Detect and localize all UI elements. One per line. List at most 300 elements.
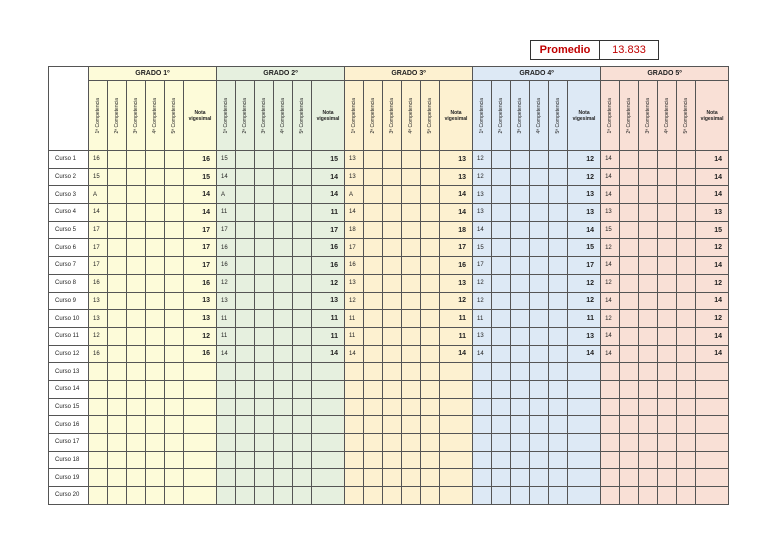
competencia-cell[interactable]: 11 [217, 204, 236, 222]
nota-cell[interactable] [184, 451, 217, 469]
competencia-cell[interactable] [364, 451, 383, 469]
competencia-cell[interactable] [511, 380, 530, 398]
competencia-cell[interactable] [127, 310, 146, 328]
competencia-cell[interactable] [165, 327, 184, 345]
competencia-cell[interactable] [274, 398, 293, 416]
nota-cell[interactable]: 12 [184, 327, 217, 345]
competencia-cell[interactable] [620, 292, 639, 310]
competencia-cell[interactable] [217, 434, 236, 452]
nota-cell[interactable]: 14 [184, 204, 217, 222]
competencia-cell[interactable] [492, 204, 511, 222]
competencia-cell[interactable] [601, 398, 620, 416]
competencia-cell[interactable] [511, 469, 530, 487]
competencia-cell[interactable] [549, 434, 568, 452]
competencia-cell[interactable] [620, 398, 639, 416]
nota-cell[interactable] [696, 416, 729, 434]
nota-cell[interactable]: 12 [568, 274, 601, 292]
competencia-cell[interactable] [511, 274, 530, 292]
competencia-cell[interactable] [127, 345, 146, 363]
competencia-cell[interactable] [293, 168, 312, 186]
nota-cell[interactable] [312, 487, 345, 505]
competencia-cell[interactable] [255, 416, 274, 434]
competencia-cell[interactable] [402, 310, 421, 328]
competencia-cell[interactable] [620, 239, 639, 257]
competencia-cell[interactable] [421, 257, 440, 275]
competencia-cell[interactable] [620, 434, 639, 452]
competencia-cell[interactable] [146, 168, 165, 186]
competencia-cell[interactable] [620, 416, 639, 434]
competencia-cell[interactable] [255, 327, 274, 345]
competencia-cell[interactable]: 14 [89, 204, 108, 222]
competencia-cell[interactable] [236, 327, 255, 345]
competencia-cell[interactable] [421, 487, 440, 505]
competencia-cell[interactable] [530, 398, 549, 416]
nota-cell[interactable]: 16 [184, 274, 217, 292]
competencia-cell[interactable] [658, 487, 677, 505]
nota-cell[interactable]: 14 [696, 151, 729, 169]
nota-cell[interactable] [184, 487, 217, 505]
competencia-cell[interactable] [421, 363, 440, 381]
competencia-cell[interactable] [530, 380, 549, 398]
competencia-cell[interactable]: 12 [601, 274, 620, 292]
competencia-cell[interactable] [165, 363, 184, 381]
nota-cell[interactable] [568, 451, 601, 469]
nota-cell[interactable]: 13 [440, 168, 473, 186]
competencia-cell[interactable] [620, 274, 639, 292]
competencia-cell[interactable] [421, 327, 440, 345]
nota-cell[interactable]: 12 [312, 274, 345, 292]
competencia-cell[interactable] [108, 380, 127, 398]
nota-cell[interactable]: 17 [312, 221, 345, 239]
competencia-cell[interactable] [127, 186, 146, 204]
competencia-cell[interactable] [658, 469, 677, 487]
competencia-cell[interactable] [274, 487, 293, 505]
competencia-cell[interactable] [274, 292, 293, 310]
competencia-cell[interactable] [549, 204, 568, 222]
competencia-cell[interactable] [255, 434, 274, 452]
nota-cell[interactable]: 18 [440, 221, 473, 239]
competencia-cell[interactable] [364, 380, 383, 398]
competencia-cell[interactable] [165, 186, 184, 204]
competencia-cell[interactable]: 13 [345, 151, 364, 169]
competencia-cell[interactable] [293, 310, 312, 328]
competencia-cell[interactable] [492, 186, 511, 204]
competencia-cell[interactable] [108, 487, 127, 505]
competencia-cell[interactable] [108, 274, 127, 292]
competencia-cell[interactable] [473, 451, 492, 469]
nota-cell[interactable]: 16 [312, 239, 345, 257]
competencia-cell[interactable] [383, 204, 402, 222]
nota-cell[interactable]: 13 [568, 327, 601, 345]
competencia-cell[interactable] [345, 416, 364, 434]
nota-cell[interactable]: 14 [440, 204, 473, 222]
nota-cell[interactable]: 14 [184, 186, 217, 204]
competencia-cell[interactable] [364, 363, 383, 381]
competencia-cell[interactable] [274, 327, 293, 345]
competencia-cell[interactable] [127, 257, 146, 275]
nota-cell[interactable]: 14 [696, 186, 729, 204]
competencia-cell[interactable] [511, 363, 530, 381]
competencia-cell[interactable] [364, 274, 383, 292]
competencia-cell[interactable] [383, 363, 402, 381]
competencia-cell[interactable]: 11 [473, 310, 492, 328]
competencia-cell[interactable] [677, 451, 696, 469]
competencia-cell[interactable] [274, 434, 293, 452]
competencia-cell[interactable] [511, 327, 530, 345]
competencia-cell[interactable] [620, 168, 639, 186]
competencia-cell[interactable] [620, 451, 639, 469]
competencia-cell[interactable]: 11 [345, 310, 364, 328]
nota-cell[interactable] [184, 469, 217, 487]
competencia-cell[interactable] [639, 186, 658, 204]
competencia-cell[interactable] [620, 345, 639, 363]
competencia-cell[interactable] [530, 345, 549, 363]
competencia-cell[interactable] [274, 239, 293, 257]
competencia-cell[interactable] [511, 398, 530, 416]
competencia-cell[interactable] [402, 487, 421, 505]
competencia-cell[interactable] [236, 416, 255, 434]
competencia-cell[interactable] [658, 416, 677, 434]
competencia-cell[interactable] [402, 257, 421, 275]
competencia-cell[interactable] [639, 487, 658, 505]
competencia-cell[interactable] [293, 345, 312, 363]
competencia-cell[interactable] [383, 168, 402, 186]
competencia-cell[interactable] [402, 434, 421, 452]
competencia-cell[interactable] [492, 416, 511, 434]
competencia-cell[interactable]: 16 [89, 151, 108, 169]
competencia-cell[interactable] [639, 204, 658, 222]
competencia-cell[interactable] [217, 416, 236, 434]
competencia-cell[interactable] [677, 487, 696, 505]
competencia-cell[interactable] [165, 204, 184, 222]
competencia-cell[interactable] [364, 398, 383, 416]
competencia-cell[interactable] [127, 168, 146, 186]
competencia-cell[interactable] [89, 398, 108, 416]
nota-cell[interactable]: 14 [696, 257, 729, 275]
competencia-cell[interactable] [383, 327, 402, 345]
competencia-cell[interactable] [511, 221, 530, 239]
competencia-cell[interactable] [658, 204, 677, 222]
competencia-cell[interactable] [165, 469, 184, 487]
competencia-cell[interactable] [364, 151, 383, 169]
competencia-cell[interactable] [620, 151, 639, 169]
competencia-cell[interactable] [364, 204, 383, 222]
competencia-cell[interactable] [620, 327, 639, 345]
competencia-cell[interactable] [549, 345, 568, 363]
competencia-cell[interactable] [421, 274, 440, 292]
competencia-cell[interactable] [146, 487, 165, 505]
competencia-cell[interactable] [677, 327, 696, 345]
competencia-cell[interactable] [383, 398, 402, 416]
nota-cell[interactable] [440, 398, 473, 416]
competencia-cell[interactable] [473, 487, 492, 505]
competencia-cell[interactable]: 15 [89, 168, 108, 186]
competencia-cell[interactable] [364, 345, 383, 363]
competencia-cell[interactable] [549, 274, 568, 292]
competencia-cell[interactable] [549, 363, 568, 381]
competencia-cell[interactable]: 17 [89, 221, 108, 239]
competencia-cell[interactable] [165, 310, 184, 328]
competencia-cell[interactable]: 16 [89, 345, 108, 363]
competencia-cell[interactable] [530, 487, 549, 505]
competencia-cell[interactable] [364, 416, 383, 434]
competencia-cell[interactable] [492, 487, 511, 505]
competencia-cell[interactable]: 13 [345, 168, 364, 186]
competencia-cell[interactable] [236, 292, 255, 310]
competencia-cell[interactable] [274, 451, 293, 469]
nota-cell[interactable]: 12 [696, 310, 729, 328]
competencia-cell[interactable] [402, 327, 421, 345]
competencia-cell[interactable] [549, 451, 568, 469]
competencia-cell[interactable] [620, 221, 639, 239]
competencia-cell[interactable]: 14 [473, 221, 492, 239]
competencia-cell[interactable] [677, 398, 696, 416]
competencia-cell[interactable]: 11 [217, 327, 236, 345]
competencia-cell[interactable]: 17 [217, 221, 236, 239]
competencia-cell[interactable] [236, 204, 255, 222]
competencia-cell[interactable] [511, 204, 530, 222]
nota-cell[interactable] [568, 434, 601, 452]
competencia-cell[interactable] [146, 186, 165, 204]
competencia-cell[interactable] [511, 487, 530, 505]
competencia-cell[interactable] [236, 310, 255, 328]
competencia-cell[interactable] [677, 363, 696, 381]
competencia-cell[interactable] [108, 451, 127, 469]
competencia-cell[interactable] [620, 469, 639, 487]
competencia-cell[interactable] [677, 274, 696, 292]
competencia-cell[interactable] [108, 168, 127, 186]
competencia-cell[interactable] [127, 487, 146, 505]
nota-cell[interactable] [184, 380, 217, 398]
nota-cell[interactable] [312, 434, 345, 452]
competencia-cell[interactable] [658, 380, 677, 398]
competencia-cell[interactable]: 14 [601, 151, 620, 169]
competencia-cell[interactable]: 15 [473, 239, 492, 257]
competencia-cell[interactable] [639, 363, 658, 381]
competencia-cell[interactable] [492, 292, 511, 310]
competencia-cell[interactable] [658, 168, 677, 186]
competencia-cell[interactable] [127, 363, 146, 381]
nota-cell[interactable]: 16 [184, 151, 217, 169]
competencia-cell[interactable] [511, 310, 530, 328]
nota-cell[interactable] [696, 363, 729, 381]
competencia-cell[interactable] [127, 151, 146, 169]
competencia-cell[interactable] [549, 380, 568, 398]
competencia-cell[interactable] [89, 363, 108, 381]
competencia-cell[interactable] [383, 292, 402, 310]
competencia-cell[interactable]: 12 [473, 151, 492, 169]
nota-cell[interactable]: 16 [184, 345, 217, 363]
competencia-cell[interactable] [473, 398, 492, 416]
nota-cell[interactable] [696, 451, 729, 469]
competencia-cell[interactable] [217, 363, 236, 381]
nota-cell[interactable] [440, 487, 473, 505]
competencia-cell[interactable] [511, 345, 530, 363]
nota-cell[interactable]: 12 [696, 239, 729, 257]
competencia-cell[interactable] [165, 221, 184, 239]
competencia-cell[interactable] [530, 363, 549, 381]
nota-cell[interactable]: 13 [184, 292, 217, 310]
nota-cell[interactable] [568, 363, 601, 381]
competencia-cell[interactable] [165, 380, 184, 398]
competencia-cell[interactable] [146, 204, 165, 222]
competencia-cell[interactable] [677, 186, 696, 204]
competencia-cell[interactable]: 14 [601, 186, 620, 204]
competencia-cell[interactable] [658, 151, 677, 169]
competencia-cell[interactable] [165, 274, 184, 292]
competencia-cell[interactable] [511, 434, 530, 452]
competencia-cell[interactable] [165, 239, 184, 257]
competencia-cell[interactable] [383, 451, 402, 469]
competencia-cell[interactable] [402, 221, 421, 239]
competencia-cell[interactable] [274, 168, 293, 186]
competencia-cell[interactable] [236, 434, 255, 452]
competencia-cell[interactable] [639, 221, 658, 239]
competencia-cell[interactable] [473, 363, 492, 381]
competencia-cell[interactable] [236, 451, 255, 469]
competencia-cell[interactable] [293, 151, 312, 169]
competencia-cell[interactable] [383, 345, 402, 363]
competencia-cell[interactable] [421, 292, 440, 310]
competencia-cell[interactable] [345, 380, 364, 398]
competencia-cell[interactable] [421, 398, 440, 416]
competencia-cell[interactable] [549, 398, 568, 416]
competencia-cell[interactable] [274, 257, 293, 275]
competencia-cell[interactable] [89, 434, 108, 452]
competencia-cell[interactable] [677, 345, 696, 363]
competencia-cell[interactable] [165, 345, 184, 363]
competencia-cell[interactable] [89, 487, 108, 505]
nota-cell[interactable]: 15 [312, 151, 345, 169]
nota-cell[interactable] [184, 416, 217, 434]
competencia-cell[interactable]: A [217, 186, 236, 204]
competencia-cell[interactable] [236, 151, 255, 169]
competencia-cell[interactable] [255, 239, 274, 257]
competencia-cell[interactable] [511, 186, 530, 204]
competencia-cell[interactable] [601, 416, 620, 434]
competencia-cell[interactable] [165, 398, 184, 416]
competencia-cell[interactable] [236, 398, 255, 416]
competencia-cell[interactable] [383, 380, 402, 398]
competencia-cell[interactable] [402, 345, 421, 363]
competencia-cell[interactable] [658, 310, 677, 328]
competencia-cell[interactable] [421, 168, 440, 186]
competencia-cell[interactable] [492, 434, 511, 452]
competencia-cell[interactable] [165, 451, 184, 469]
competencia-cell[interactable]: 14 [601, 168, 620, 186]
competencia-cell[interactable] [658, 292, 677, 310]
competencia-cell[interactable] [108, 239, 127, 257]
competencia-cell[interactable] [492, 221, 511, 239]
competencia-cell[interactable]: 12 [601, 310, 620, 328]
nota-cell[interactable]: 13 [184, 310, 217, 328]
nota-cell[interactable]: 12 [568, 168, 601, 186]
competencia-cell[interactable] [165, 151, 184, 169]
competencia-cell[interactable]: 14 [601, 327, 620, 345]
competencia-cell[interactable]: 14 [345, 204, 364, 222]
nota-cell[interactable] [184, 398, 217, 416]
competencia-cell[interactable] [255, 204, 274, 222]
nota-cell[interactable]: 17 [568, 257, 601, 275]
competencia-cell[interactable] [364, 487, 383, 505]
competencia-cell[interactable]: 12 [473, 168, 492, 186]
competencia-cell[interactable] [165, 168, 184, 186]
competencia-cell[interactable] [165, 487, 184, 505]
competencia-cell[interactable] [492, 168, 511, 186]
nota-cell[interactable]: 16 [312, 257, 345, 275]
competencia-cell[interactable] [677, 239, 696, 257]
competencia-cell[interactable] [255, 168, 274, 186]
competencia-cell[interactable] [383, 274, 402, 292]
competencia-cell[interactable] [108, 292, 127, 310]
competencia-cell[interactable] [127, 469, 146, 487]
competencia-cell[interactable] [530, 186, 549, 204]
competencia-cell[interactable] [345, 434, 364, 452]
competencia-cell[interactable] [530, 151, 549, 169]
competencia-cell[interactable] [146, 363, 165, 381]
competencia-cell[interactable] [421, 151, 440, 169]
nota-cell[interactable] [696, 434, 729, 452]
competencia-cell[interactable] [89, 416, 108, 434]
competencia-cell[interactable] [383, 239, 402, 257]
competencia-cell[interactable] [293, 469, 312, 487]
competencia-cell[interactable] [255, 345, 274, 363]
competencia-cell[interactable] [217, 380, 236, 398]
nota-cell[interactable]: 14 [440, 186, 473, 204]
competencia-cell[interactable] [530, 221, 549, 239]
competencia-cell[interactable] [236, 257, 255, 275]
competencia-cell[interactable] [658, 451, 677, 469]
competencia-cell[interactable]: 17 [473, 257, 492, 275]
competencia-cell[interactable] [108, 327, 127, 345]
competencia-cell[interactable] [677, 204, 696, 222]
competencia-cell[interactable] [511, 451, 530, 469]
nota-cell[interactable]: 14 [696, 168, 729, 186]
competencia-cell[interactable] [255, 310, 274, 328]
nota-cell[interactable] [440, 434, 473, 452]
competencia-cell[interactable]: 15 [217, 151, 236, 169]
competencia-cell[interactable] [639, 239, 658, 257]
competencia-cell[interactable] [236, 487, 255, 505]
nota-cell[interactable] [696, 398, 729, 416]
nota-cell[interactable] [696, 487, 729, 505]
nota-cell[interactable]: 11 [312, 310, 345, 328]
competencia-cell[interactable] [511, 292, 530, 310]
nota-cell[interactable]: 14 [440, 345, 473, 363]
competencia-cell[interactable] [165, 434, 184, 452]
competencia-cell[interactable] [165, 257, 184, 275]
competencia-cell[interactable] [345, 398, 364, 416]
nota-cell[interactable] [312, 416, 345, 434]
competencia-cell[interactable] [658, 221, 677, 239]
competencia-cell[interactable] [293, 398, 312, 416]
nota-cell[interactable] [440, 363, 473, 381]
competencia-cell[interactable]: 14 [601, 257, 620, 275]
competencia-cell[interactable] [383, 221, 402, 239]
nota-cell[interactable]: 17 [184, 257, 217, 275]
competencia-cell[interactable]: 13 [89, 310, 108, 328]
nota-cell[interactable] [568, 380, 601, 398]
competencia-cell[interactable] [402, 380, 421, 398]
nota-cell[interactable]: 13 [568, 186, 601, 204]
competencia-cell[interactable] [383, 487, 402, 505]
competencia-cell[interactable] [492, 363, 511, 381]
competencia-cell[interactable]: 13 [217, 292, 236, 310]
competencia-cell[interactable] [146, 398, 165, 416]
competencia-cell[interactable] [146, 310, 165, 328]
nota-cell[interactable] [696, 380, 729, 398]
competencia-cell[interactable] [217, 487, 236, 505]
